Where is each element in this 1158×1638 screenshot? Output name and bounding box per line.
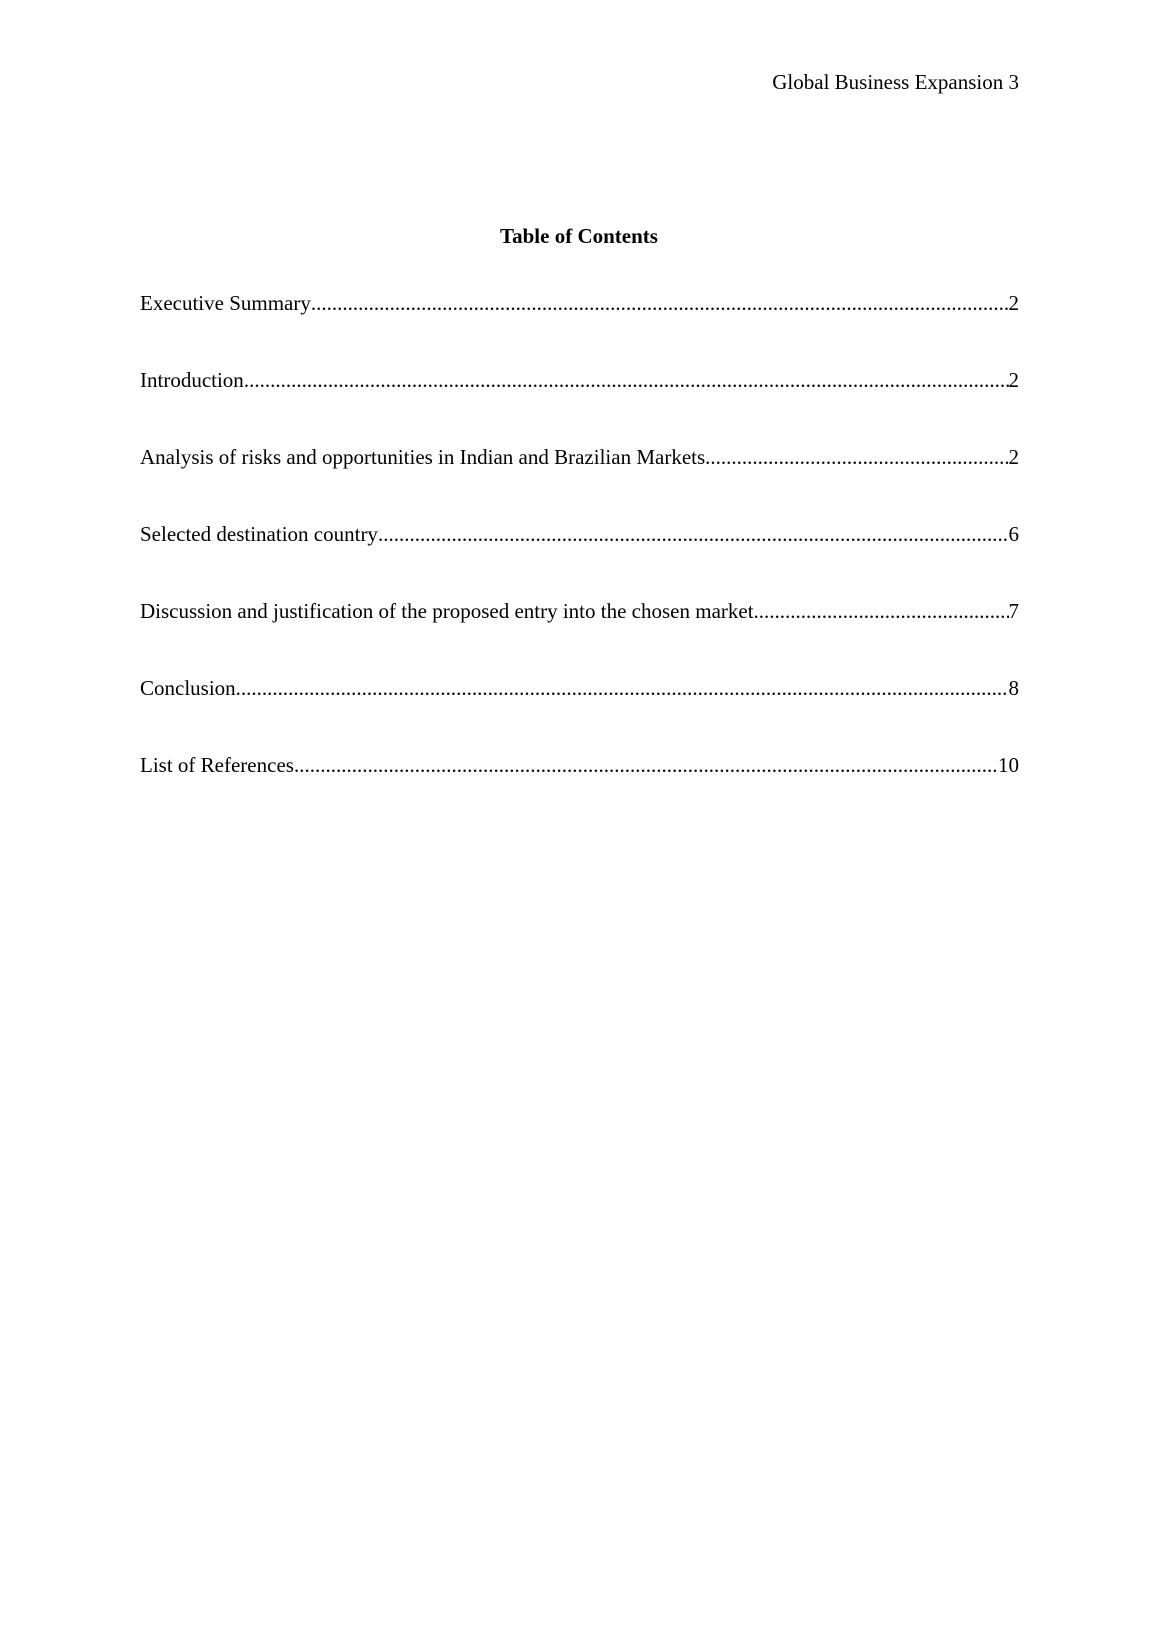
toc-dot-leader [754, 597, 1009, 625]
toc-entry-text: Executive Summary [140, 291, 311, 315]
toc-entry-page: 7 [1008, 599, 1019, 623]
toc-entry-text: Introduction [140, 368, 244, 392]
toc-entry-text: Analysis of risks and opportunities in Indian and Brazilian Markets [140, 445, 706, 469]
toc-entry-conclusion[interactable] [140, 674, 1019, 751]
toc-entry-text: List of References [140, 753, 294, 777]
toc-entry-page: 10 [998, 753, 1019, 777]
toc-entry-selected-country[interactable] [140, 520, 1019, 597]
toc-entry-references[interactable] [140, 751, 1019, 828]
toc-entry-text: Discussion and justification of the proposed entry into the chosen market [140, 599, 754, 623]
toc-title: Table of Contents [500, 224, 658, 248]
toc-dot-leader [311, 289, 1009, 317]
toc-list [140, 289, 1019, 828]
toc-entry-page: 8 [1008, 676, 1019, 700]
toc-entry-page: 6 [1008, 522, 1019, 546]
toc-entry-page: 2 [1008, 291, 1019, 315]
toc-entry-page: 2 [1008, 445, 1019, 469]
toc-entry-introduction[interactable] [140, 366, 1019, 443]
toc-dot-leader [236, 674, 1009, 702]
toc-entry-executive-summary[interactable] [140, 289, 1019, 366]
toc-dot-leader [294, 751, 998, 779]
toc-dot-leader [244, 366, 1009, 394]
toc-dot-leader [705, 443, 1008, 471]
toc-entry-page: 2 [1008, 368, 1019, 392]
running-header: Global Business Expansion 3 [772, 70, 1019, 94]
toc-entry-discussion[interactable] [140, 597, 1019, 674]
toc-entry-text: Selected destination country [140, 522, 378, 546]
toc-entry-analysis[interactable] [140, 443, 1019, 520]
toc-entry-text: Conclusion [140, 676, 236, 700]
toc-dot-leader [378, 520, 1009, 548]
